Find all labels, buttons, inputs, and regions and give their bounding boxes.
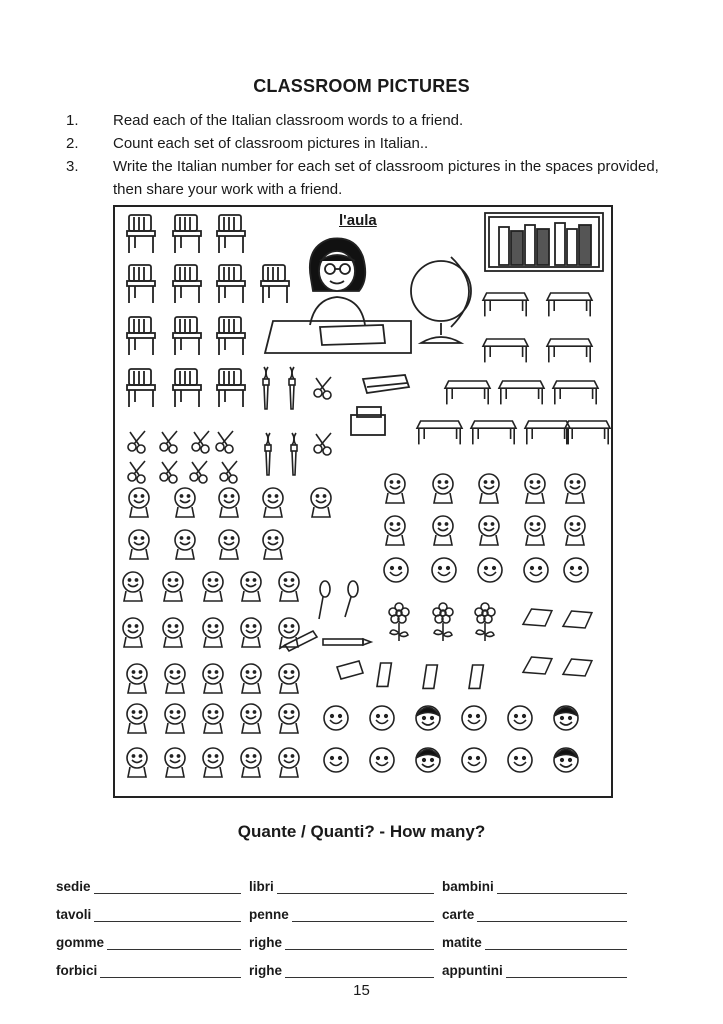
child-face-icon (462, 748, 486, 772)
answer-cell[interactable] (249, 907, 442, 922)
chair-icon (173, 317, 201, 355)
child-face-icon (525, 474, 545, 503)
child-face-icon (203, 618, 223, 647)
answer-blank[interactable] (94, 909, 241, 922)
answer-word: sedie (56, 879, 91, 894)
scissors-icon (314, 433, 331, 455)
answer-word: tavoli (56, 907, 92, 922)
child-face-icon (219, 488, 239, 517)
paper-icon (523, 609, 552, 626)
scissors-icon (216, 431, 233, 453)
child-face-icon (165, 748, 185, 777)
brush-icon (265, 433, 271, 475)
answer-row (56, 894, 676, 922)
instruction-number: 1. (66, 112, 79, 129)
answer-word: bambini (442, 879, 494, 894)
classroom-picture (113, 205, 613, 798)
child-face-icon (564, 558, 588, 582)
instruction-number: 3. (66, 158, 79, 175)
child-face-icon (241, 748, 261, 777)
child-face-icon (432, 558, 456, 582)
child-face-icon (263, 530, 283, 559)
child-face-icon (370, 706, 394, 730)
answer-word: libri (249, 879, 274, 894)
child-face-icon (479, 474, 499, 503)
answer-cell[interactable] (56, 935, 249, 950)
brush-icon (263, 367, 269, 409)
child-face-icon (127, 664, 147, 693)
child-face-icon (508, 748, 532, 772)
answer-blank[interactable] (506, 965, 627, 978)
answer-word: appuntini (442, 963, 503, 978)
child-face-icon (241, 664, 261, 693)
child-face-icon (370, 748, 394, 772)
scissors-icon (192, 431, 209, 453)
child-face-icon (565, 516, 585, 545)
child-face-icon (175, 530, 195, 559)
desk-icon (445, 381, 490, 404)
child-face-icon (163, 572, 183, 601)
child-face-icon (478, 558, 502, 582)
page-title: CLASSROOM PICTURES (253, 76, 470, 96)
answer-grid (56, 866, 676, 978)
answer-blank[interactable] (485, 937, 627, 950)
desk-icon (565, 421, 610, 444)
chair-icon (127, 317, 155, 355)
answer-blank[interactable] (477, 909, 627, 922)
child-face-icon (462, 706, 486, 730)
paper-icon (563, 659, 592, 676)
classroom-label: l'aula (339, 212, 377, 229)
child-face-icon (565, 474, 585, 503)
instruction-item (66, 155, 666, 201)
answer-word: penne (249, 907, 289, 922)
child-face-icon (385, 516, 405, 545)
chair-icon (173, 369, 201, 407)
paper-icon (523, 657, 552, 674)
child-face-icon (127, 748, 147, 777)
child-face-icon (324, 706, 348, 730)
desk-icon (417, 421, 462, 444)
child-face-icon (203, 748, 223, 777)
child-face-icon (163, 618, 183, 647)
chair-icon (217, 215, 245, 253)
child-face-icon (263, 488, 283, 517)
desk-icon (547, 293, 592, 316)
child-face-icon (311, 488, 331, 517)
answer-blank[interactable] (285, 937, 434, 950)
instruction-text: Count each set of classroom pictures in Italian.. (113, 135, 429, 152)
child-face-icon (241, 572, 261, 601)
scissors-icon (190, 461, 207, 483)
how-many-heading: Quante / Quanti? - How many? (237, 822, 486, 841)
answer-blank[interactable] (94, 881, 241, 894)
chair-icon (127, 215, 155, 253)
flower-icon (475, 603, 495, 641)
child-face-icon (203, 664, 223, 693)
paper-icon (563, 611, 592, 628)
answer-blank[interactable] (277, 881, 434, 894)
child-face-icon (433, 516, 453, 545)
instruction-text: Write the Italian number for each set of classroom pictures in the spaces provided, then share your work with a friend. (113, 158, 659, 198)
pin-icon (319, 581, 358, 619)
desk-icon (499, 381, 544, 404)
child-face-icon (165, 704, 185, 733)
child-face-icon (385, 474, 405, 503)
answer-row (56, 866, 676, 894)
chair-icon (173, 265, 201, 303)
child-face-icon (219, 530, 239, 559)
flower-icon (389, 603, 409, 641)
scissors-icon (314, 377, 331, 399)
instructions-list (66, 109, 666, 201)
answer-blank[interactable] (292, 909, 434, 922)
child-face-icon (241, 618, 261, 647)
scissors-icon (220, 461, 237, 483)
page-number: 15 (353, 982, 370, 999)
child-face-icon (524, 558, 548, 582)
paper-icon (469, 665, 483, 688)
answer-word: righe (249, 935, 283, 950)
instruction-number: 2. (66, 135, 79, 152)
answer-word: righe (249, 963, 283, 978)
instruction-item (66, 109, 666, 132)
child-face-icon (508, 706, 532, 730)
desk-icon (483, 339, 528, 362)
scissors-icon (128, 461, 145, 483)
answer-word: matite (442, 935, 482, 950)
child-face-icon (241, 704, 261, 733)
child-face-icon (123, 618, 143, 647)
flower-icon (433, 603, 453, 641)
answer-word: forbici (56, 963, 98, 978)
child-face-icon (175, 488, 195, 517)
child-face-icon (525, 516, 545, 545)
paper-icon (423, 665, 437, 688)
child-face-icon (479, 516, 499, 545)
answer-row (56, 922, 676, 950)
child-face-icon (127, 704, 147, 733)
desk-icon (547, 339, 592, 362)
child-face-icon (324, 748, 348, 772)
child-face-icon (384, 558, 408, 582)
answer-row (56, 950, 676, 978)
child-face-icon (554, 706, 578, 730)
child-face-icon (129, 488, 149, 517)
answer-word: carte (442, 907, 475, 922)
answer-cell[interactable] (442, 935, 635, 950)
desk-icon (553, 381, 598, 404)
chair-icon (261, 265, 289, 303)
child-face-icon (129, 530, 149, 559)
child-face-icon (433, 474, 453, 503)
desk-icon (525, 421, 570, 444)
child-face-icon (279, 664, 299, 693)
chair-icon (127, 369, 155, 407)
answer-cell[interactable] (56, 907, 249, 922)
answer-word: gomme (56, 935, 105, 950)
answer-cell[interactable] (442, 963, 635, 978)
child-face-icon (165, 664, 185, 693)
child-face-icon (554, 748, 578, 772)
answer-cell[interactable] (442, 879, 635, 894)
child-face-icon (416, 748, 440, 772)
answer-cell[interactable] (56, 963, 249, 978)
child-face-icon (123, 572, 143, 601)
chair-icon (217, 265, 245, 303)
answer-cell[interactable] (249, 879, 442, 894)
paper-icon (377, 663, 391, 686)
sharpener-icon (351, 375, 409, 435)
child-face-icon (203, 572, 223, 601)
child-face-icon (279, 748, 299, 777)
answer-blank[interactable] (100, 965, 241, 978)
classroom-illustration (115, 207, 611, 796)
desk-icon (483, 293, 528, 316)
answer-cell[interactable] (249, 935, 442, 950)
instruction-item (66, 132, 666, 155)
child-face-icon (279, 572, 299, 601)
answer-cell[interactable] (56, 879, 249, 894)
answer-cell[interactable] (249, 963, 442, 978)
child-face-icon (279, 704, 299, 733)
chair-icon (217, 369, 245, 407)
chair-icon (127, 265, 155, 303)
scissors-icon (160, 461, 177, 483)
chair-icon (217, 317, 245, 355)
child-face-icon (416, 706, 440, 730)
answer-cell[interactable] (442, 907, 635, 922)
brush-icon (289, 367, 295, 409)
globe-icon (411, 257, 471, 343)
chair-icon (173, 215, 201, 253)
answer-blank[interactable] (285, 965, 434, 978)
scissors-icon (128, 431, 145, 453)
bookshelf-icon (485, 213, 603, 271)
desk-icon (471, 421, 516, 444)
instruction-text: Read each of the Italian classroom words to a friend. (113, 112, 464, 129)
answer-blank[interactable] (497, 881, 627, 894)
answer-blank[interactable] (107, 937, 241, 950)
child-face-icon (203, 704, 223, 733)
brush-icon (291, 433, 297, 475)
scissors-icon (160, 431, 177, 453)
